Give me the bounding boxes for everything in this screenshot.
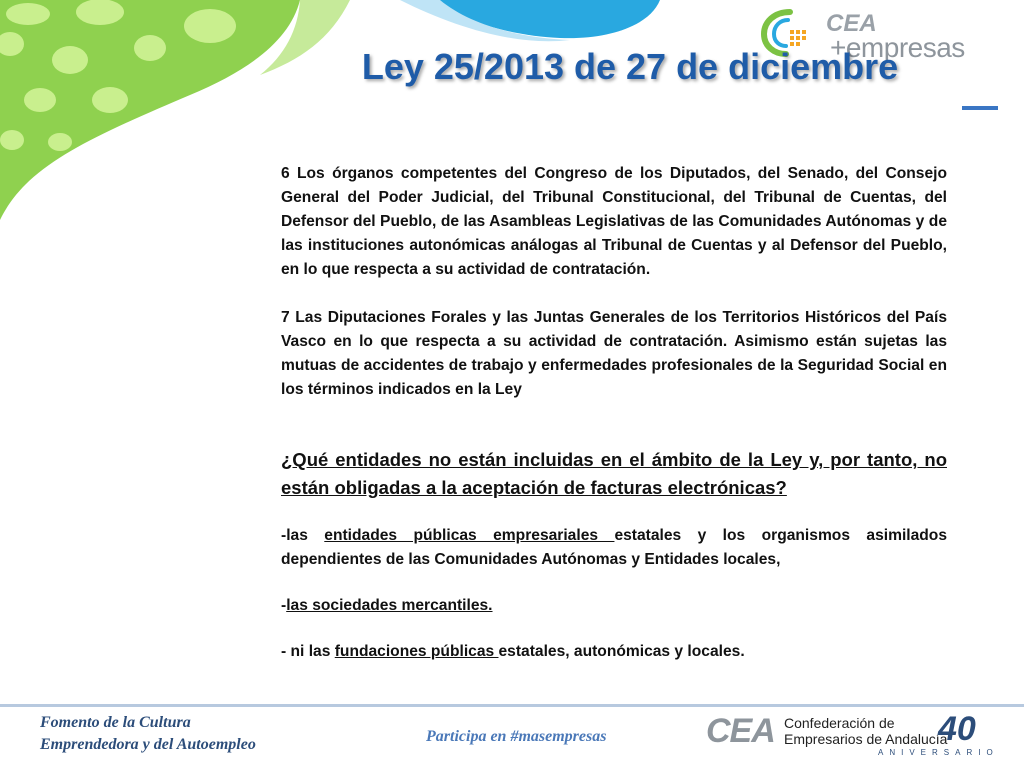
- decor-dot: [134, 35, 166, 61]
- paragraph-6: 6 Los órganos competentes del Congreso de los Diputados, del Senado, del Consejo General del Poder Judicial, del Tribunal Constitucional, del Tribunal de Cuentas, del Defensor del Pueblo, de las Asambleas Legislativas de las Comunidades Autónomas y de las instituciones autonómicas análogas al Tribunal de Cuentas y al Defensor del Pueblo, en lo que respecta a su actividad de contratación.: [281, 165, 947, 278]
- list-item-suffix: estatales y los organismos asimilados dependientes de las Comunidades Autónomas y Entidades locales,: [281, 527, 948, 568]
- footer-program-line1: Fomento de la Cultura: [40, 714, 191, 731]
- list-item-prefix: -: [281, 597, 287, 614]
- decor-dot: [52, 46, 88, 74]
- decor-dot: [48, 133, 72, 151]
- footer-logo-brand: CEA: [706, 712, 775, 750]
- list-item-fundaciones: [281, 640, 947, 664]
- list-item-prefix: -las: [281, 527, 325, 544]
- main-content: [281, 162, 947, 664]
- logo-brand-text: CEA: [826, 10, 877, 37]
- decor-dot: [24, 88, 56, 112]
- logo-tagline-text: +empresas: [830, 32, 965, 63]
- decor-dot: [6, 3, 50, 25]
- list-item-prefix: - ni las: [281, 643, 335, 660]
- list-item-highlight: fundaciones públicas: [334, 643, 499, 660]
- list-item-suffix: estatales, autonómicas y locales.: [498, 643, 745, 660]
- list-item-highlight: entidades públicas empresariales: [324, 527, 615, 544]
- footer-program-line2: Emprendedora y del Autoempleo: [40, 736, 256, 753]
- footer-program-name: [40, 712, 256, 756]
- list-item-sociedades: [281, 594, 947, 618]
- footer-logo-anniversary: ANIVERSARIO: [878, 748, 999, 757]
- question-heading: ¿Qué entidades no están incluidas en el ámbito de la Ley y, por tanto, no están obligadas a la aceptación de facturas electrónicas?: [281, 449, 947, 498]
- footer-logo-number: 40: [938, 710, 976, 748]
- paragraph-7: 7 Las Diputaciones Forales y las Juntas Generales de los Territorios Históricos del País Vasco en lo que respecta a su actividad de contratación. Asimismo están sujetas las mutuas de accidentes de trabajo y enfermedades profesionales de la Seguridad Social en los términos indicados en la Ley: [281, 309, 947, 398]
- footer-logo-line2: Empresarios de Andalucía: [784, 731, 948, 747]
- footer-hashtag: Participa en #masempresas: [426, 728, 607, 745]
- list-item-highlight: las sociedades mercantiles.: [286, 597, 493, 614]
- footer-logo-line1: Confederación de: [784, 715, 895, 731]
- page-title: Ley 25/2013 de 27 de diciembre: [361, 46, 899, 87]
- decor-dot: [0, 130, 24, 150]
- cea-confederation-logo: [706, 710, 999, 762]
- decor-dot: [92, 87, 128, 113]
- title-underline-long-span: [962, 106, 998, 110]
- footer-divider: [0, 704, 1024, 707]
- decor-dot: [76, 0, 124, 25]
- decor-dot: [184, 9, 236, 43]
- list-item-entidades: [281, 524, 947, 572]
